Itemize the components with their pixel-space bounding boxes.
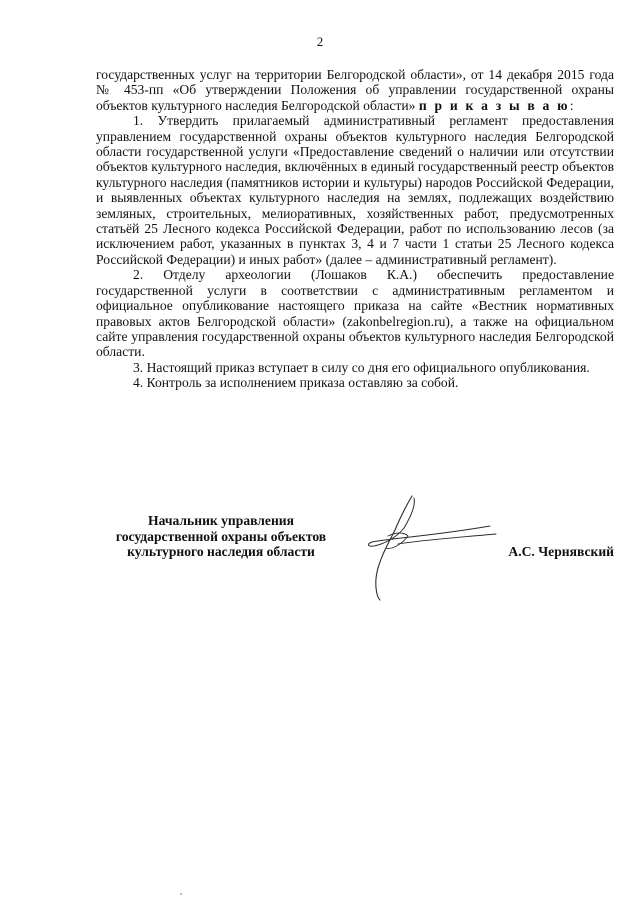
page-number: 2 <box>316 34 324 49</box>
intro-text: государственных услуг на территории Белгородской области», от 14 декабря 2015 года № 453-пп «Об утверждении Положения об управлении государственной охраны объектов культурного наследия Белгородской области» <box>96 67 614 113</box>
paragraph-1: 1. Утвердить прилагаемый административный регламент предоставления управлением государственной охраны объектов культурного наследия Белгородской области государственной услуги «Предоставление сведений о наличии или отсутствии объектов культурного наследия, включённых в единый государственный реестр объектов культурного наследия (памятников истории и культуры) народов Российской Федерации, и выявленных объектах культурного наследия на землях, подлежащих воздействию земляных, строительных, мелиоративных, хозяйственных работ, предусмотренных статьёй 25 Лесного кодекса Российской Федерации, работ по использованию лесов (за исключением работ, указанных в пунктах 3, 4 и 7 части 1 статьи 25 Лесного кодекса Российской Федерации) и иных работ» (далее – административный регламент). <box>96 113 614 267</box>
prikaz-word: п р и к а з ы в а ю <box>418 97 570 113</box>
paragraph-2: 2. Отделу археологии (Лошаков К.А.) обеспечить предоставление государственной услуги в соответствии с административным регламентом и официальное опубликование настоящего приказа на сайте «Вестник нормативных правовых актов Белгородской области» (zakonbelregion.ru), а также на официальном сайте управления государственной охраны объектов культурного наследия Белгородской области. <box>96 267 614 360</box>
signer-name: А.С. Чернявский <box>508 544 614 559</box>
paragraph-4: 4. Контроль за исполнением приказа оставляю за собой. <box>133 375 459 391</box>
handwritten-signature <box>362 492 502 604</box>
signature-title-line-2: государственной охраны объектов <box>115 528 327 544</box>
scan-mark <box>180 893 182 895</box>
signature-title <box>96 513 346 560</box>
signature-title-line-3: культурного наследия области <box>127 544 315 559</box>
intro-paragraph <box>96 67 614 113</box>
paragraph-3: 3. Настоящий приказ вступает в силу со дня его официального опубликования. <box>133 359 590 375</box>
document-body <box>96 67 614 391</box>
signature-title-line-1: Начальник управления <box>148 513 294 528</box>
intro-colon: : <box>569 97 574 113</box>
